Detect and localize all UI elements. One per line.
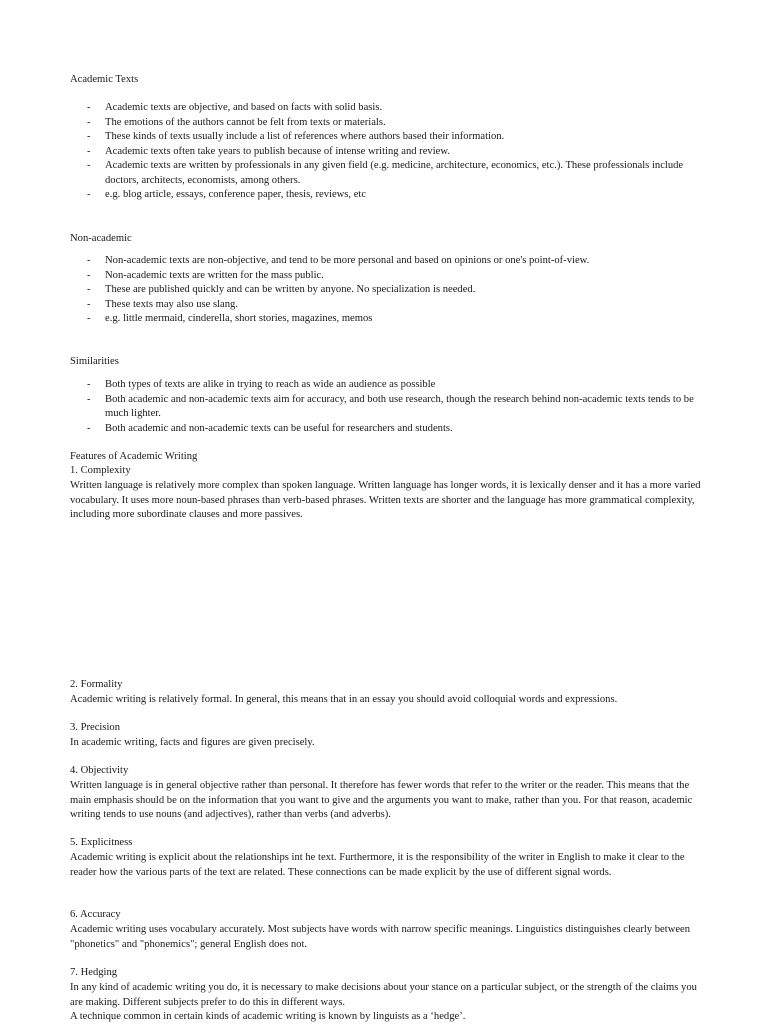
features-heading: Features of Academic Writing (70, 451, 198, 462)
bullet-dash: - (87, 269, 91, 281)
feature-title-hedging: 7. Hedging (70, 967, 118, 978)
nonacademic-list (70, 254, 710, 327)
bullet-dash: - (87, 189, 91, 200)
list-item: - Academic texts often take years to publish because of intense writing and review. (70, 145, 710, 160)
bullet-dash: - (87, 313, 91, 324)
list-item: - Non-academic texts are non-objective, and tend to be more personal and based on opinions or one's point-of-view. (70, 254, 710, 269)
feature-title-formality: 2. Formality (70, 679, 123, 690)
feature-title-objectivity: 4. Objectivity (70, 765, 129, 776)
bullet-dash: - (87, 422, 91, 434)
list-item: - The emotions of the authors cannot be felt from texts or materials. (70, 116, 710, 131)
bullet-dash: - (87, 131, 91, 142)
list-item: - Academic texts are objective, and based on facts with solid basis. (70, 101, 710, 116)
feature-text-hedging-2: A technique common in certain kinds of academic writing is known by linguists as a ‘hedge’. (70, 1011, 466, 1022)
list-item: - These texts may also use slang. (70, 298, 710, 313)
bullet-dash: - (87, 160, 91, 171)
bullet-dash: - (87, 284, 91, 295)
list-item: - These kinds of texts usually include a list of references where authors based their information. (70, 130, 710, 145)
feature-text-hedging: In any kind of academic writing you do, it is necessary to make decisions about your stance on a particular subject, or the strength of the claims you are making. Different subjects prefer to do this in different ways. (70, 982, 697, 1008)
list-item: - These are published quickly and can be written by anyone. No specialization is needed. (70, 283, 710, 298)
academic-list (70, 101, 710, 203)
feature-text-precision: In academic writing, facts and figures are given precisely. (70, 737, 315, 748)
bullet-dash: - (87, 102, 91, 113)
feature-text-objectivity: Written language is in general objective rather than personal. It therefore has fewer words that refer to the writer or the reader. This means that the main emphasis should be on the information that you want to give and the arguments you want to make, rather than you. For that reason, academic writing tends to use nouns (and adjectives), rather than verbs (and adverbs). (70, 780, 693, 820)
feature-text-formality: Academic writing is relatively formal. In general, this means that in an essay you should avoid colloquial words and expressions. (70, 694, 618, 705)
bullet-dash: - (87, 116, 91, 128)
list-item: - Non-academic texts are written for the mass public. (70, 269, 710, 284)
list-item: - e.g. blog article, essays, conference paper, thesis, reviews, etc (70, 188, 710, 203)
feature-text-complexity: Written language is relatively more complex than spoken language. Written language has longer words, it is lexically denser and it has a more varied vocabulary. It uses more noun-based phrases than verb-based phrases. Written texts are shorter and the language has more grammatical complexity, including more subordinate clauses and more passives. (70, 480, 701, 520)
similarities-list (70, 378, 710, 436)
list-item: - Both academic and non-academic texts can be useful for researchers and students. (70, 422, 710, 437)
feature-text-explicitness: Academic writing is explicit about the relationships int he text. Furthermore, it is the responsibility of the writer in English to make it clear to the reader how the various parts of the text are related. These connections can be made explicit by the use of different signal words. (70, 852, 685, 878)
bullet-dash: - (87, 379, 91, 390)
section-heading-similarities: Similarities (70, 356, 119, 367)
section-heading-academic: Academic Texts (70, 74, 139, 85)
bullet-dash: - (87, 393, 91, 405)
bullet-dash: - (87, 298, 91, 310)
bullet-dash: - (87, 145, 91, 157)
feature-text-accuracy: Academic writing uses vocabulary accurately. Most subjects have words with narrow specific meanings. Linguistics distinguishes clearly between "phonetics" and "phonemics"; general English does not. (70, 924, 691, 950)
list-item: - Academic texts are written by professionals in any given field (e.g. medicine, architecture, economics, etc.). These professionals include doctors, architects, economists, among others. (87, 160, 684, 186)
list-item: - e.g. little mermaid, cinderella, short stories, magazines, memos (70, 312, 710, 327)
feature-title-precision: 3. Precision (70, 722, 121, 733)
feature-title-complexity: 1. Complexity (70, 465, 131, 476)
section-heading-nonacademic: Non-academic (70, 233, 132, 244)
list-item: - Both academic and non-academic texts aim for accuracy, and both use research, though the research behind non-academic texts tends to be much lighter. (87, 393, 694, 419)
list-item: - Both types of texts are alike in trying to reach as wide an audience as possible (70, 378, 710, 393)
feature-title-accuracy: 6. Accuracy (70, 909, 121, 920)
bullet-dash: - (87, 255, 91, 266)
feature-title-explicitness: 5. Explicitness (70, 837, 133, 848)
